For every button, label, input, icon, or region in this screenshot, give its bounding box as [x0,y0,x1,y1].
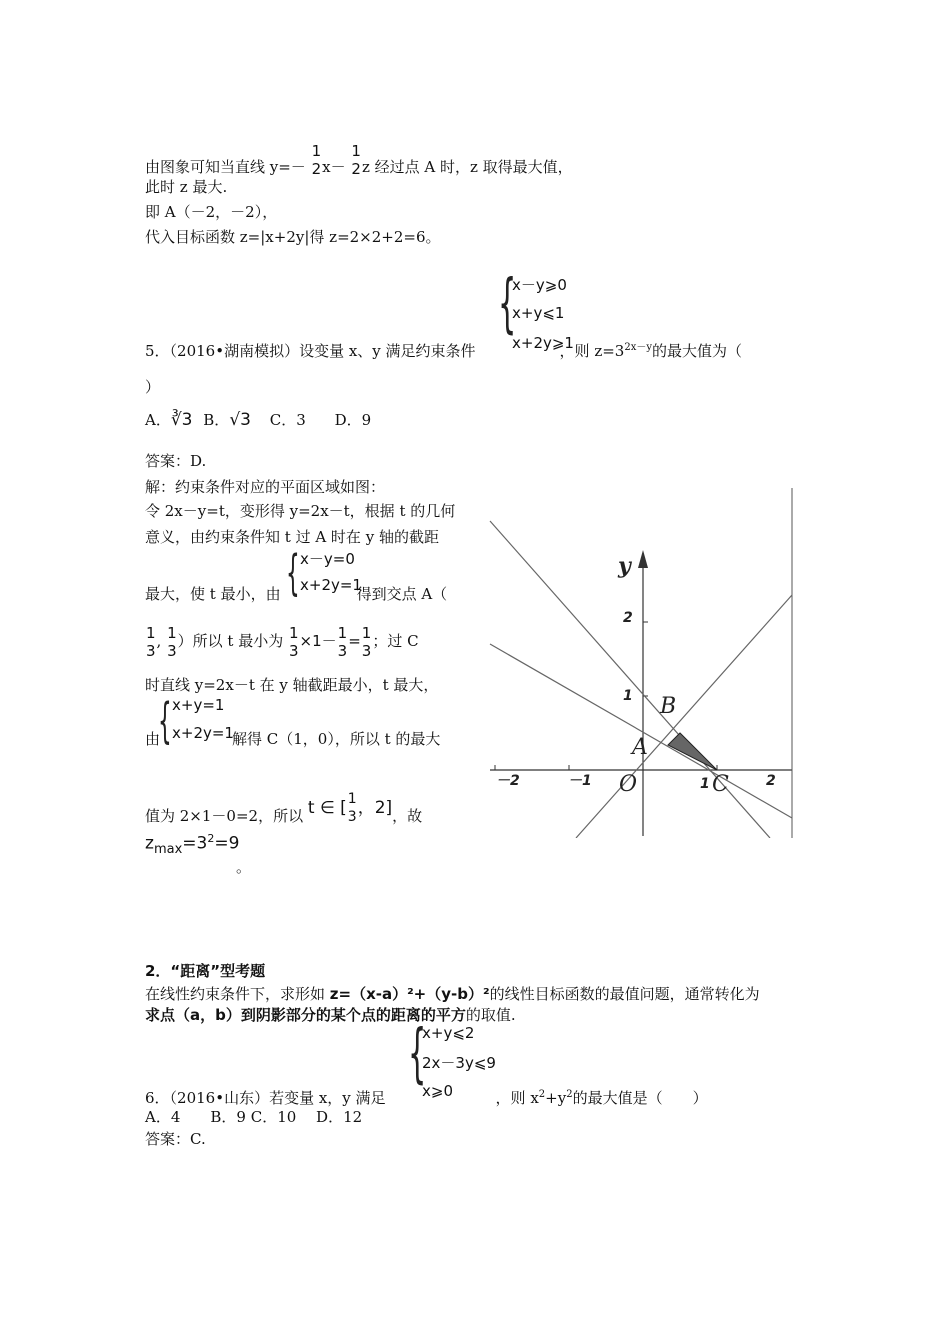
origin-label: O [619,772,638,797]
svg-text:2: 2 [766,773,776,789]
fraction: 1 3 [289,624,299,660]
p1-line2: 此时 z 最大. [145,178,228,196]
svg-text:1: 1 [700,776,710,792]
section-line2: 求点（a，b）到阴影部分的某个点的距离的平方的取值. [145,1006,516,1024]
constraint-system: { x+y⩽2 2x－3y⩽9 x⩾0 [408,1017,496,1100]
q5-sol2: 令 2x－y=t，变形得 y=2x－t，根据 t 的几何 [145,502,456,520]
fraction: 1 3 [146,624,156,660]
point-c-label: C [712,772,729,797]
p1-line4: 代入目标函数 z=|x+2y|得 z=2×2+2=6。 [145,228,441,246]
point-b-label: B [660,694,677,719]
q6-answer: 答案：C. [145,1130,206,1148]
feasible-region [668,733,717,770]
q5-sol3: 意义，由约束条件知 t 过 A 时在 y 轴的截距 [145,528,439,546]
y-axis-label: y [618,553,631,579]
fraction: 1 3 [337,624,348,660]
q6-options: A．4 B．9 C．10 D．12 [145,1108,363,1126]
square-root: √3 [229,410,251,430]
fraction: 1 2 [311,142,322,178]
q5-close: ） [145,378,161,396]
q5-sol6: 时直线 y=2x－t 在 y 轴截距最小，t 最大， [145,676,439,694]
p1-line3: 即 A（－2，－2）， [145,203,278,221]
constraint-system: { x－y⩾0 x+y⩽1 x+2y⩾1 [498,267,574,352]
range: t ∈ [ 1 3 ，2] [307,791,393,825]
svg-text:－2: －2 [496,773,520,789]
fraction: 1 3 [167,624,177,660]
point-a-label: A [632,735,648,760]
equation-system: { x－y=0 x+2y=1 [286,545,362,601]
line-x-minus-y [576,595,792,838]
svg-text:1: 1 [623,688,633,704]
fraction: 1 2 [351,142,361,178]
q5-sol1: 解：约束条件对应的平面区域如图： [145,478,386,496]
q5-sol5: 1 3 , 1 3 ）所以 t 最小为 1 3 ×1－ 1 3 = 1 3 ；过 C [146,624,419,660]
fraction: 1 3 [361,624,372,660]
q5-options: A．∛3 B．√3 C．3 D．9 [145,410,372,430]
y-axis-arrow [638,550,648,568]
q6-question: 6．（2016•山东）若变量 x，y 满足 ，则 $x^2+y^2$的最大值是（ ） [145,1089,708,1107]
cube-root: ∛3 [170,410,193,430]
text: 由图象可知当直线 y=－ [145,158,306,176]
section-title: 2．“距离”型考题 [145,962,266,980]
z-max: $z_{max}=3^2=9$ [145,832,240,858]
q5-sol8: 值为 2×1－0=2，所以 t ∈ [ 1 3 ，2]，故 [145,791,423,825]
equation-system: { x+y=1 x+2y=1 [158,693,234,749]
q5-answer: 答案：D. [145,452,207,470]
text: x－ [322,158,346,176]
q5-sol7: 由 解得 C（1，0），所以 t 的最大 [145,730,441,748]
q5-question: 5．（2016•湖南模拟）设变量 x、y 满足约束条件 ，则 $z=3^{2x-y}$的最大值为（ [145,342,743,360]
feasible-region-graph [488,488,794,838]
svg-text:－1: －1 [568,773,592,789]
svg-text:2: 2 [623,610,633,626]
period: 。 [236,858,252,876]
text: z 经过点 A 时，z 取得最大值， [361,158,573,176]
q5-sol4: 最大，使 t 最小，由 得到交点 A（ [145,585,448,603]
line-x-plus-2y [490,644,792,818]
section-line1: 在线性约束条件下，求形如 z=（x-a）²+（y-b）²的线性目标函数的最值问题，通常转化为 [145,985,760,1003]
